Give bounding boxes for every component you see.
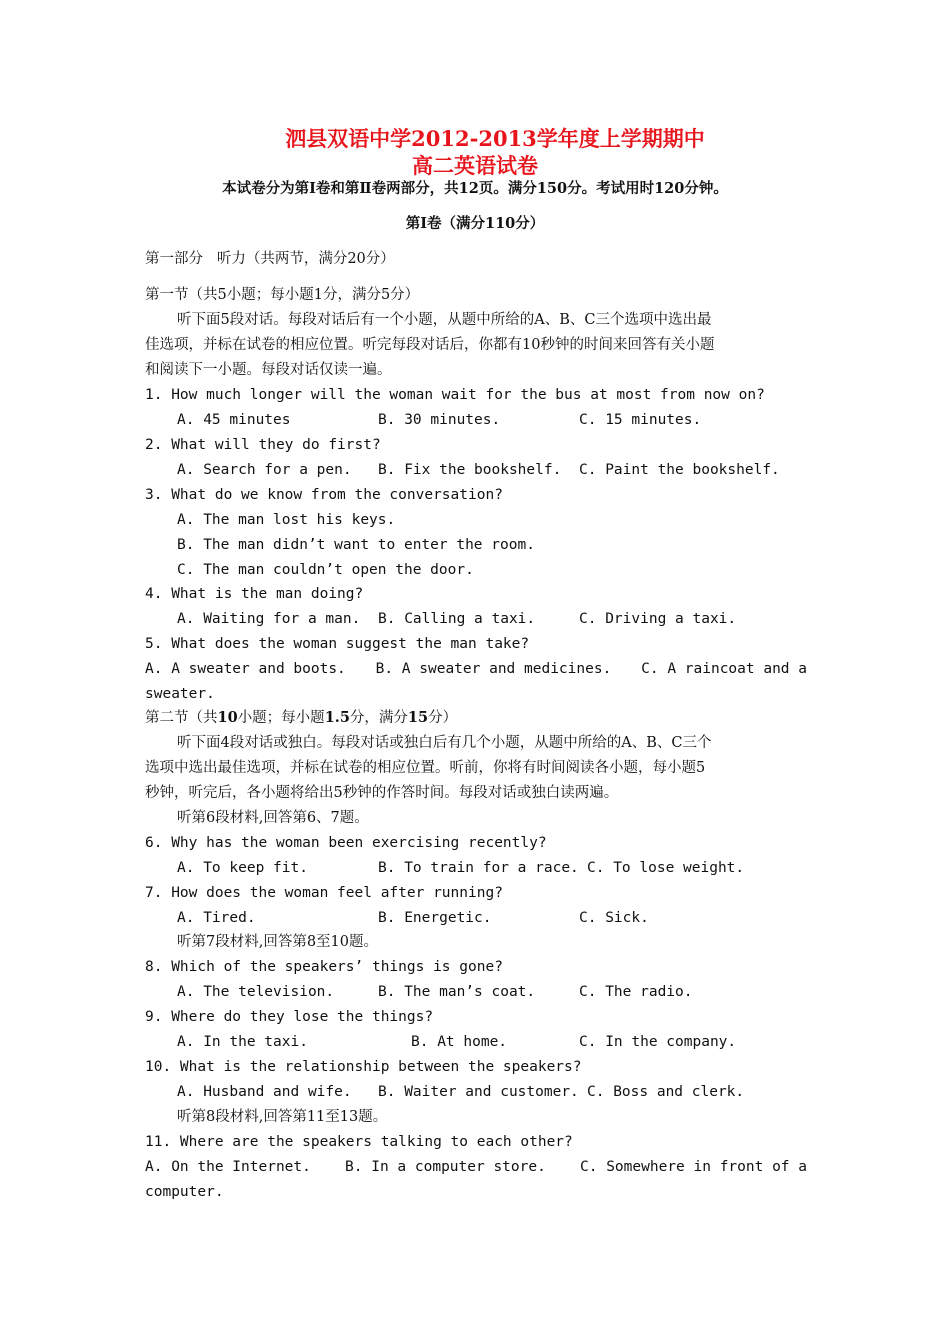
volume-heading: 第Ⅰ卷（满分110分） (405, 215, 545, 232)
question-6-stem: 6. Why has the woman been exercising recently? (145, 835, 547, 851)
question-1-option-a: A. 45 minutes (177, 412, 291, 428)
question-3-stem: 3. What do we know from the conversation? (145, 487, 503, 503)
question-8-stem: 8. Which of the speakers’ things is gone? (145, 959, 503, 975)
question-8-option-a: A. The television. (177, 984, 335, 1000)
question-2-option-c: C. Paint the bookshelf. (579, 462, 780, 478)
question-1-stem: 1. How much longer will the woman wait for the bus at most from now on? (145, 387, 765, 403)
question-10-option-b: B. Waiter and customer. (378, 1084, 579, 1100)
question-1-option-c: C. 15 minutes. (579, 412, 702, 428)
question-5-stem: 5. What does the woman suggest the man take? (145, 636, 530, 652)
question-11-option-c: C. Somewhere in front of a (580, 1159, 807, 1175)
question-8-option-c: C. The radio. (579, 984, 693, 1000)
question-7-option-a: A. Tired. (177, 910, 256, 926)
section1-heading: 第一节（共5小题；每小题1分，满分5分） (145, 287, 420, 303)
question-9-option-b: B. At home. (411, 1034, 508, 1050)
question-4-option-c: C. Driving a taxi. (579, 611, 737, 627)
question-11-stem: 11. Where are the speakers talking to each other? (145, 1134, 573, 1150)
question-6-option-a: A. To keep fit. (177, 860, 308, 876)
question-9-option-c: C. In the company. (579, 1034, 737, 1050)
question-9-stem: 9. Where do they lose the things? (145, 1009, 434, 1025)
section1-instructions-line1: 听下面5段对话。每段对话后有一个小题，从题中所给的A、B、C三个选项中选出最 (177, 312, 712, 328)
part-heading: 第一部分 听力（共两节，满分20分） (145, 251, 395, 267)
question-6-option-b: B. To train for a race. (378, 860, 579, 876)
question-5-option-a: A. A sweater and boots. (145, 661, 346, 677)
question-1-option-b: B. 30 minutes. (378, 412, 501, 428)
exam-title-line1: 泗县双语中学2012-2013学年度上学期期中 (285, 126, 705, 151)
question-11-option-b: B. In a computer store. (345, 1159, 546, 1175)
material-6-note: 听第6段材料,回答第6、7题。 (177, 810, 369, 826)
question-8-option-b: B. The man’s coat. (378, 984, 536, 1000)
question-5-option-c-continued: sweater. (145, 686, 215, 702)
question-7-option-b: B. Energetic. (378, 910, 492, 926)
question-6-option-c: C. To lose weight. (587, 860, 745, 876)
question-4-option-b: B. Calling a taxi. (378, 611, 536, 627)
question-3-option-a: A. The man lost his keys. (177, 512, 396, 528)
question-3-option-b: B. The man didn’t want to enter the room. (177, 537, 535, 553)
section2-instructions-line3: 秒钟，听完后，各小题将给出5秒钟的作答时间。每段对话或独白读两遍。 (145, 785, 619, 801)
exam-title-line2: 高二英语试卷 (412, 153, 538, 178)
section1-instructions-line3: 和阅读下一小题。每段对话仅读一遍。 (145, 362, 392, 378)
exam-intro: 本试卷分为第Ⅰ卷和第Ⅱ卷两部分，共12页。满分150分。考试用时120分钟。 (222, 180, 728, 197)
question-7-option-c: C. Sick. (579, 910, 649, 926)
section2-instructions-line1: 听下面4段对话或独白。每段对话或独白后有几个小题，从题中所给的A、B、C三个 (177, 735, 712, 751)
question-4-option-a: A. Waiting for a man. (177, 611, 361, 627)
question-11-option-c-continued: computer. (145, 1184, 224, 1200)
question-10-stem: 10. What is the relationship between the speakers? (145, 1059, 582, 1075)
question-2-stem: 2. What will they do first? (145, 437, 381, 453)
question-5-options (145, 659, 807, 679)
question-5-option-c: C. A raincoat and a (641, 661, 807, 677)
question-2-option-a: A. Search for a pen. (177, 462, 352, 478)
question-11-options (145, 1157, 807, 1177)
question-5-option-b: B. A sweater and medicines. (375, 661, 612, 677)
question-10-option-a: A. Husband and wife. (177, 1084, 352, 1100)
question-2-option-b: B. Fix the bookshelf. (378, 462, 562, 478)
question-3-option-c: C. The man couldn’t open the door. (177, 562, 474, 578)
question-7-stem: 7. How does the woman feel after running? (145, 885, 503, 901)
question-10-option-c: C. Boss and clerk. (587, 1084, 745, 1100)
section2-instructions-line2: 选项中选出最佳选项，并标在试卷的相应位置。听前，你将有时间阅读各小题，每小题5 (145, 760, 706, 776)
material-7-note: 听第7段材料,回答第8至10题。 (177, 934, 379, 950)
material-8-note: 听第8段材料,回答第11至13题。 (177, 1109, 388, 1125)
question-11-option-a: A. On the Internet. (145, 1159, 311, 1175)
section1-instructions-line2: 佳选项，并标在试卷的相应位置。听完每段对话后，你都有10秒钟的时间来回答有关小题 (145, 337, 715, 353)
question-9-option-a: A. In the taxi. (177, 1034, 308, 1050)
section2-heading: 第二节（共10小题；每小题1.5分，满分15分） (145, 709, 458, 726)
question-4-stem: 4. What is the man doing? (145, 586, 364, 602)
